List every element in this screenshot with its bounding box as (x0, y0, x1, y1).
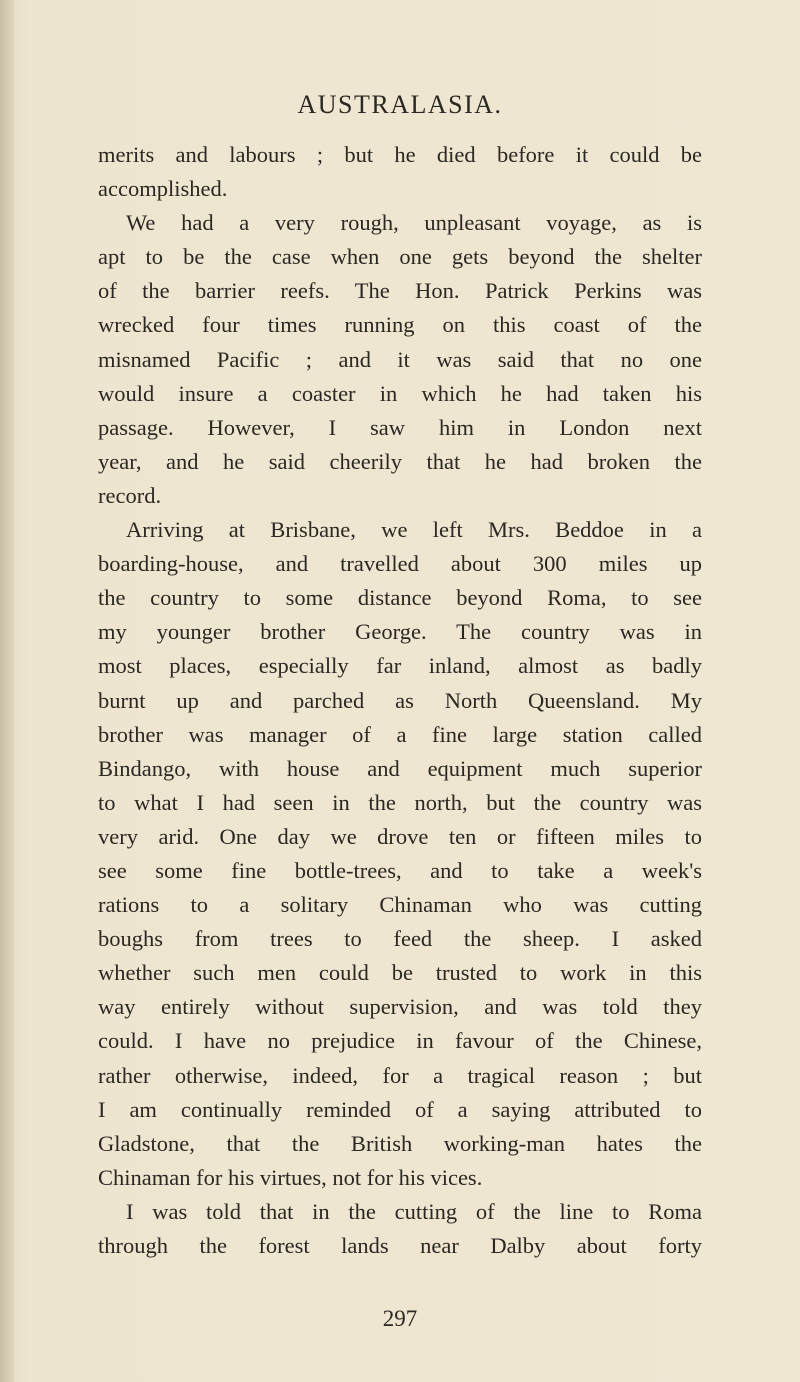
text-line: misnamed Pacific ; and it was said that no one (98, 346, 702, 372)
text-line: Bindango, with house and equipment much superior (98, 755, 702, 781)
text-line: boughs from trees to feed the sheep. I asked (98, 926, 702, 952)
text-line: of the barrier reefs. The Hon. Patrick Perkins was (98, 278, 702, 304)
text-line: record. (98, 482, 162, 508)
text-line: I am continually reminded of a saying attributed to (98, 1096, 702, 1122)
text-line: see some fine bottle-trees, and to take a week's (98, 857, 702, 883)
text-line: brother was manager of a fine large station called (98, 721, 702, 747)
text-line: the country to some distance beyond Roma, to see (98, 585, 702, 611)
text-line: apt to be the case when one gets beyond the shelter (98, 244, 702, 270)
text-line: my younger brother George. The country was in (98, 619, 702, 645)
running-head: AUSTRALASIA. (297, 90, 503, 119)
text-line: accomplished. (98, 176, 228, 202)
text-line: I was told that in the cutting of the line to Roma (126, 1198, 702, 1224)
text-line: passage. However, I saw him in London next (98, 414, 702, 440)
text-line: could. I have no prejudice in favour of the Chinese, (98, 1028, 702, 1054)
text-line: burnt up and parched as North Queensland. My (98, 687, 702, 713)
text-line: Chinaman for his virtues, not for his vices. (98, 1164, 483, 1190)
text-line: year, and he said cheerily that he had broken the (98, 448, 702, 474)
text-line: would insure a coaster in which he had taken his (98, 380, 702, 406)
text-line: Gladstone, that the British working-man hates the (98, 1130, 702, 1156)
text-line: to what I had seen in the north, but the country was (98, 789, 702, 815)
text-line: whether such men could be trusted to work in this (98, 960, 702, 986)
body-text (98, 138, 702, 1263)
text-line: most places, especially far inland, almost as badly (98, 653, 702, 679)
text-line: way entirely without supervision, and was told they (98, 994, 702, 1020)
text-line: rather otherwise, indeed, for a tragical reason ; but (98, 1062, 702, 1088)
text-line: We had a very rough, unpleasant voyage, as is (126, 210, 702, 236)
text-line: Arriving at Brisbane, we left Mrs. Beddoe in a (126, 517, 702, 543)
text-line: rations to a solitary Chinaman who was cutting (98, 892, 702, 918)
text-line: boarding-house, and travelled about 300 miles up (98, 551, 702, 577)
text-line: merits and labours ; but he died before it could be (98, 142, 702, 167)
text-line: very arid. One day we drove ten or fifteen miles to (98, 823, 702, 849)
text-line: through the forest lands near Dalby about forty (98, 1233, 702, 1258)
text-line: wrecked four times running on this coast of the (98, 312, 702, 338)
page-gutter-shadow (0, 0, 14, 1382)
page-number: 297 (382, 1306, 418, 1331)
